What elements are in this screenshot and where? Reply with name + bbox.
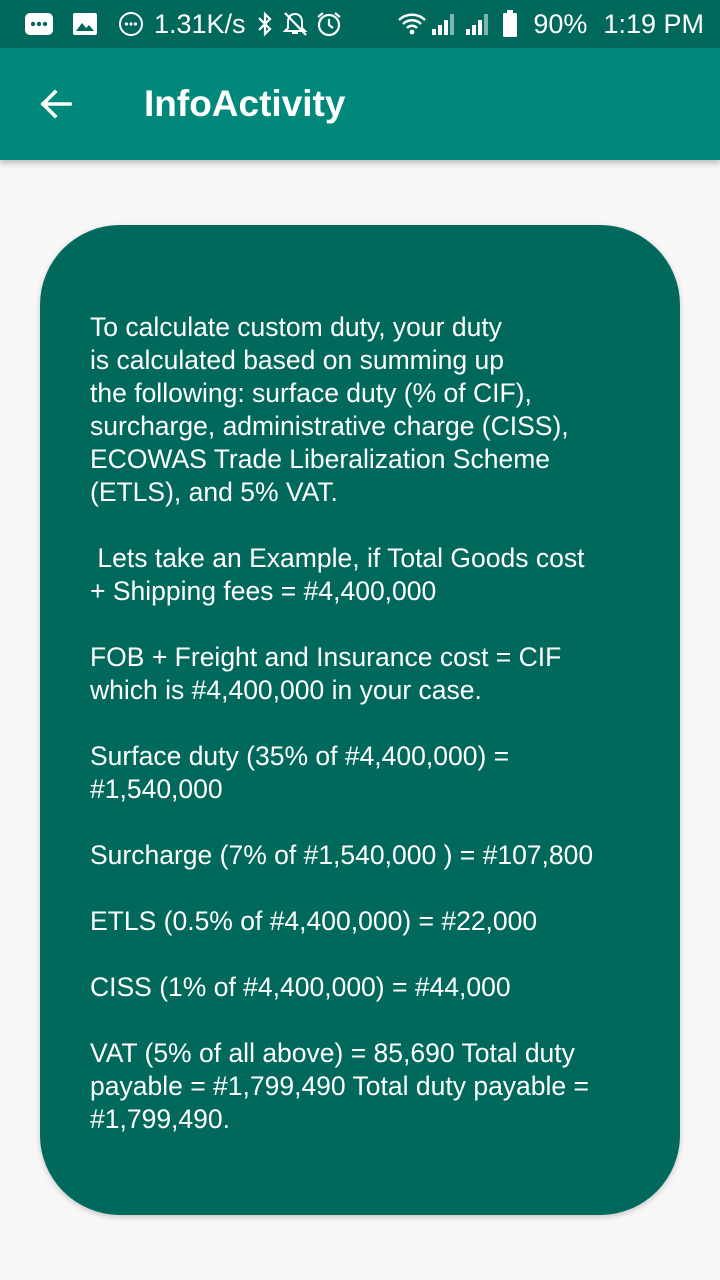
- status-bar: [0, 0, 720, 48]
- back-arrow-icon: [38, 86, 74, 122]
- alarm-icon: [314, 11, 344, 37]
- network-speed: 1.31K/s: [154, 8, 246, 39]
- back-button[interactable]: [20, 68, 92, 140]
- page-title: InfoActivity: [144, 83, 346, 124]
- more-notifications-icon: [24, 11, 54, 37]
- battery-icon: [501, 11, 519, 37]
- info-card: [40, 225, 680, 1215]
- info-text: To calculate custom duty, your duty is calculated based on summing up the following: surface duty (% of CIF), surcharge, administrative charge (CISS), ECOWAS Trade Liberalization Scheme (ETLS), and 5% VAT. Lets take an Example, if Total Goods cost + Shipping fees = #4,400,000 FOB + Freight and Insurance cost = CIF which is #4,400,000 in your case. Surface duty (35% of #4,400,000) = #1,540,000 Surcharge (7% of #1,540,000 ) = #107,800 ETLS (0.5% of #4,400,000) = #22,000 CISS (1% of #4,400,000) = #44,000 VAT (5% of all above) = 85,690 Total duty payable = #1,799,490 Total duty payable = #1,799,490.: [90, 312, 594, 1134]
- signal-icon: [463, 11, 493, 37]
- signal-icon: [429, 11, 459, 37]
- bluetooth-icon: [254, 11, 276, 37]
- network-speed-icon: [116, 11, 146, 37]
- battery-level: 90%: [533, 8, 588, 39]
- clock: 1:19 PM: [603, 8, 704, 39]
- wifi-icon: [397, 11, 427, 37]
- app-bar: [0, 48, 720, 160]
- notifications-off-icon: [280, 11, 310, 37]
- image-icon: [70, 11, 100, 37]
